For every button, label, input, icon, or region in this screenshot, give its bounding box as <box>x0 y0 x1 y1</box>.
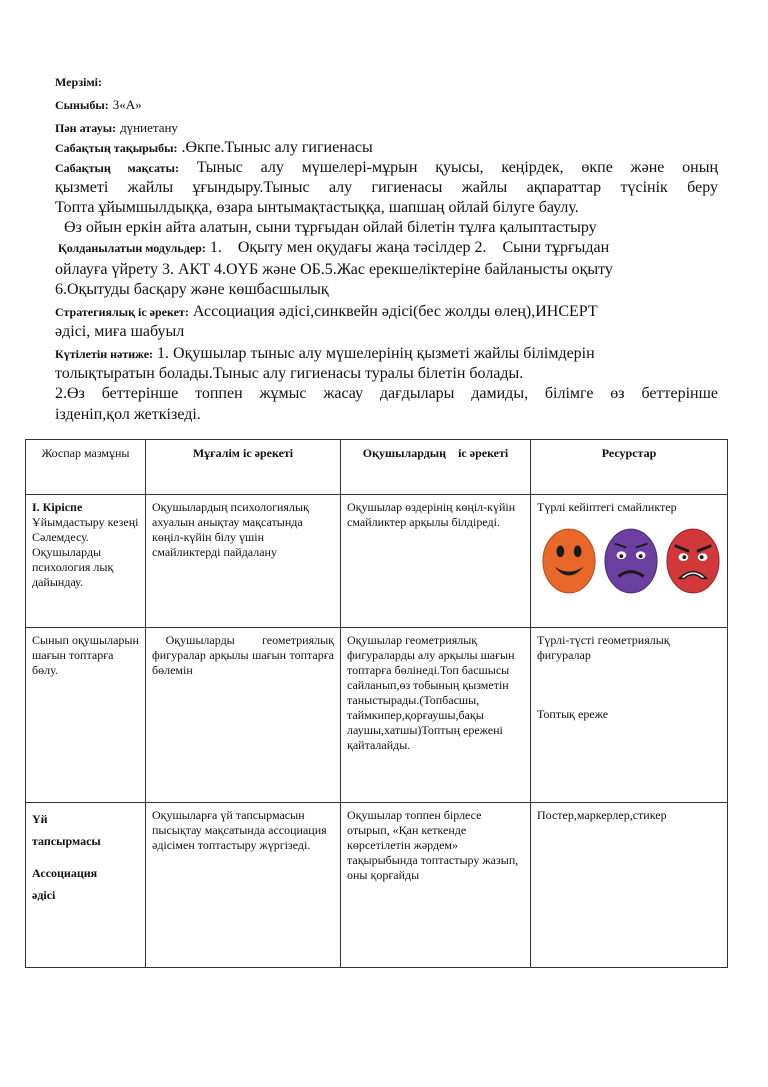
strategy-line-2: әдісі, миға шабуыл <box>55 323 185 340</box>
header-resources: Ресурстар <box>531 440 728 495</box>
subject-value: дүниетану <box>120 120 178 135</box>
row1-stage-title: I. Кіріспе <box>32 500 83 514</box>
class-value: 3«А» <box>112 97 142 112</box>
row2-teacher: Оқушыларды геометриялық фигуралар арқылы шағын топтарға бөлемін <box>146 628 341 803</box>
row3-resources: Постер,маркерлер,стикер <box>531 803 728 968</box>
subject-label: Пән атауы: <box>55 121 117 135</box>
result-text-1: 1. Оқушылар тыныс алу мүшелерінің қызметі жайлы білімдерін <box>157 345 595 362</box>
row3-stage-title-2: Ассоциация әдісі <box>32 866 98 902</box>
table-row <box>26 803 728 968</box>
result-line-4: ізденіп,қол жеткізеді. <box>55 406 201 423</box>
table-row <box>26 495 728 628</box>
result-line-2: толықтыратын болады.Тыныс алу гигиенасы туралы білетін болады. <box>55 365 524 382</box>
row3-students: Оқушылар топпен бірлесе отырып, «Қан кеткенде көрсетілетін жәрдем» тақырыбында топтастыру жазып, оны қорғайды <box>341 803 531 968</box>
table-row <box>26 628 728 803</box>
goal-label: Сабақтың мақсаты: <box>55 161 179 175</box>
row2-students: Оқушылар геометриялық фигураларды алу арқылы шағын топтарға бөлінеді.Топ басшысы сайланып,өз тобының қызметін таныстырады.(Топбасшы, таймкипер,қорғаушы,бақы лаушы,хатшы)Топтың ережені қайталайды. <box>341 628 531 803</box>
modules-text-1: 1. Оқыту мен оқудағы жаңа тәсілдер 2. Сыни тұрғыдан <box>209 239 610 256</box>
result-line-3: 2.Өз беттерінше топпен жұмыс жасау дағдылары дамиды, білімге өз беттерінше <box>55 385 718 402</box>
strategy-line-1 <box>55 303 598 321</box>
smiley-group <box>541 525 721 597</box>
row2-resources-text-1: Түрлі-түсті геометриялық фигуралар <box>537 633 670 662</box>
row1-resources-text: Түрлі кейіптегі смайликтер <box>537 500 677 514</box>
goal-line-3: Топта ұйымшылдыққа, өзара ынтымақтастыққа, шапшаң ойлай білуге баулу. <box>55 199 579 216</box>
angry-smiley-icon <box>665 525 721 597</box>
strategy-label: Стратегиялық іс әрекет: <box>55 305 189 319</box>
row3-stage-title-1: Үй тапсырмасы <box>32 812 101 848</box>
goal-line-1 <box>55 159 718 177</box>
class-label: Сыныбы: <box>55 98 109 112</box>
row1-students: Оқушылар өздерінің көңіл-күйін смайликтер арқылы білдіреді. <box>341 495 531 628</box>
row1-stage-text: Ұйымдастыру кезеңі Сәлемдесу. Оқушыларды психология лық дайындау. <box>32 515 139 589</box>
row1-resources <box>531 495 728 628</box>
row2-resources <box>531 628 728 803</box>
header-teacher-activity: Мұғалім іс әрекеті <box>146 440 341 495</box>
result-line-1 <box>55 345 595 363</box>
topic-row <box>55 139 373 157</box>
lesson-plan-table <box>25 439 728 968</box>
table-header-row <box>26 440 728 495</box>
row1-stage <box>26 495 146 628</box>
subject-row <box>55 119 178 137</box>
strategy-text-1: Ассоциация әдісі,синквейн әдісі(бес жолды өлең),ИНСЕРТ <box>192 303 598 320</box>
result-label: Күтілетін нәтиже: <box>55 347 154 361</box>
class-row <box>55 96 142 114</box>
modules-line-2: ойлауға үйрету 3. АКТ 4.ОҮБ және ОБ.5.Жас ерекшеліктеріне байланысты оқыту <box>55 261 613 278</box>
goal-text-1: Тыныс алу мүшелері-мұрын қуысы, кеңірдек, өкпе және оның <box>196 159 719 176</box>
goal-line-4: Өз ойын еркін айта алатын, сыни тұрғыдан ойлай білетін тұлға қалыптастыру <box>64 219 597 236</box>
topic-label: Сабақтың тақырыбы: <box>55 141 178 155</box>
row3-teacher: Оқушыларға үй тапсырмасын пысықтау мақсатында ассоциация әдісімен топтастыру жүргізеді. <box>146 803 341 968</box>
date-label: Мерзімі: <box>55 75 102 89</box>
header-plan-content: Жоспар мазмұны <box>26 440 146 495</box>
modules-line-3: 6.Оқытуды басқару және көшбасшылық <box>55 281 329 298</box>
row1-teacher: Оқушылардың психологиялық ахуалын анықтау мақсатында көңіл-күйін білу үшін смайликтерді пайдалану <box>146 495 341 628</box>
date-row <box>55 73 102 91</box>
happy-smiley-icon <box>541 525 597 597</box>
sad-smiley-icon <box>603 525 659 597</box>
row2-stage: Сынып оқушыларын шағын топтарға бөлу. <box>26 628 146 803</box>
modules-label: Қолданылатын модульдер: <box>58 241 206 255</box>
goal-line-2: қызметі жайлы ұғындыру.Тыныс алу гигиенасы жайлы ақпараттар түсінік беру <box>55 179 718 196</box>
topic-value: .Өкпе.Тыныс алу гигиенасы <box>181 139 373 156</box>
header-student-activity: Оқушылардың іс әрекеті <box>341 440 531 495</box>
row3-stage <box>26 803 146 968</box>
row2-resources-text-2: Топтық ереже <box>537 707 609 721</box>
modules-line-1 <box>58 239 609 257</box>
